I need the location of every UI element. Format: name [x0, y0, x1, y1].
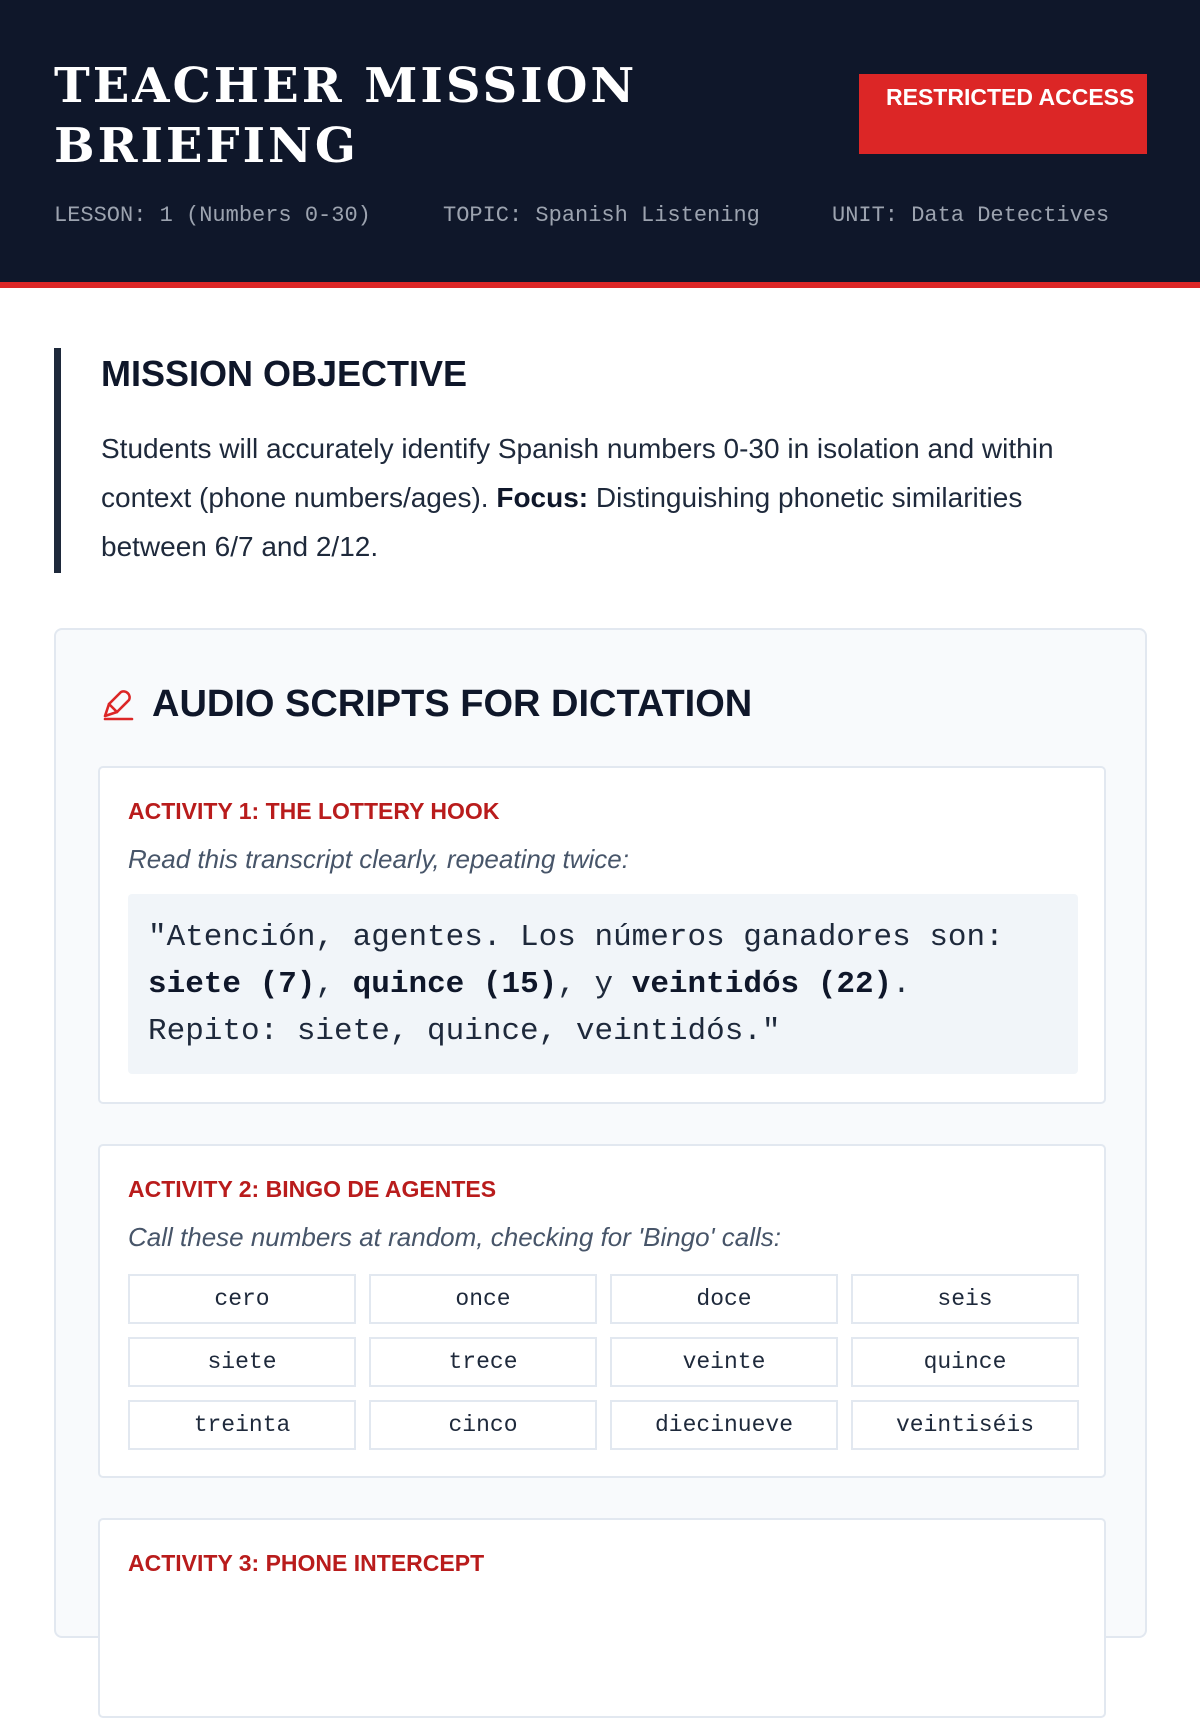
activity-2-instruction: Call these numbers at random, checking for 'Bingo' calls: [128, 1222, 782, 1252]
audio-scripts-header [102, 680, 752, 728]
bingo-cell: cero [128, 1274, 356, 1324]
activity-2-card [98, 1144, 1106, 1478]
transcript-text: , [315, 967, 353, 1002]
briefing-header [0, 0, 1200, 288]
topic-meta: TOPIC: Spanish Listening [443, 203, 760, 228]
bingo-cell: doce [610, 1274, 838, 1324]
objective-heading: MISSION OBJECTIVE [101, 353, 468, 394]
page-title: TEACHER MISSION BRIEFING [54, 58, 638, 174]
restricted-access-badge: RESTRICTED ACCESS [859, 74, 1147, 154]
bingo-cell: seis [851, 1274, 1079, 1324]
transcript-number: siete (7) [148, 967, 316, 1002]
activity-1-instruction: Read this transcript clearly, repeating twice: [128, 844, 629, 874]
bingo-cell: siete [128, 1337, 356, 1387]
bingo-cell: diecinueve [610, 1400, 838, 1450]
bingo-cell: quince [851, 1337, 1079, 1387]
bingo-cell: trece [369, 1337, 597, 1387]
microphone-icon [102, 685, 136, 723]
activity-1-title: ACTIVITY 1: THE LOTTERY HOOK [128, 798, 500, 824]
unit-meta: UNIT: Data Detectives [832, 203, 1110, 228]
lottery-transcript [128, 894, 1078, 1074]
audio-scripts-panel [54, 628, 1147, 1638]
bingo-cell: veinte [610, 1337, 838, 1387]
transcript-text: "Atención, agentes. Los números ganadores son: [148, 920, 1004, 955]
objective-text [101, 424, 1111, 571]
bingo-cell: treinta [128, 1400, 356, 1450]
bingo-cell: once [369, 1274, 597, 1324]
activity-3-title: ACTIVITY 3: PHONE INTERCEPT [128, 1550, 485, 1576]
transcript-text: . Repito: siete, quince, veintidós." [148, 967, 911, 1049]
bingo-cell: cinco [369, 1400, 597, 1450]
bingo-cell: veintiséis [851, 1400, 1079, 1450]
mission-objective-section [54, 348, 1146, 573]
lesson-meta: LESSON: 1 (Numbers 0-30) [54, 203, 371, 228]
transcript-number: veintidós (22) [631, 967, 893, 1002]
objective-text-part: Students will accurately identify Spanish numbers 0-30 in isolation and within context (phone numbers/ages). [101, 433, 1054, 513]
activity-3-card [98, 1518, 1106, 1718]
objective-text-part: Distinguishing phonetic similarities between 6/7 and 2/12. [101, 482, 1023, 562]
activity-1-card [98, 766, 1106, 1104]
focus-label: Focus: [496, 482, 589, 513]
activity-2-title: ACTIVITY 2: BINGO DE AGENTES [128, 1176, 497, 1202]
transcript-number: quince (15) [352, 967, 558, 1002]
audio-scripts-heading: AUDIO SCRIPTS FOR DICTATION [152, 682, 753, 725]
transcript-text: , y [557, 967, 632, 1002]
